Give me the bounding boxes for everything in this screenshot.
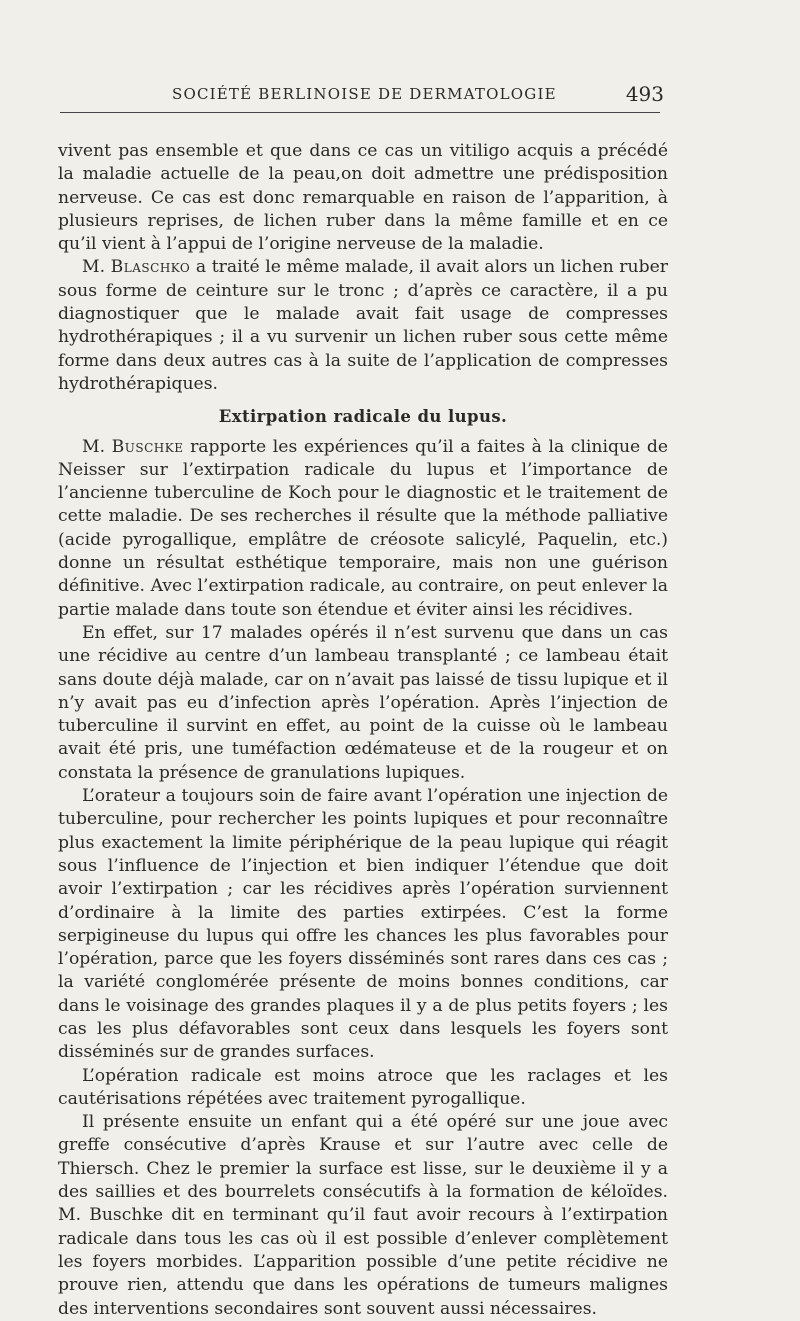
paragraph-7: Il présente ensuite un enfant qui a été opéré sur une joue avec greffe consécutive d’après Krause et sur l’autre avec celle de Thiersch. Chez le premier la surface est lisse, sur le deuxième il y a des saillies et des bourrelets consécutifs à la formation de kéloïdes. M. Buschke dit en terminant qu’il faut avoir recours à l’extirpation radicale dans tous les cas où il est possible d’enlever complètement les foyers morbides. L’apparition possible d’une petite récidive ne prouve rien, attendu que dans les opérations de tumeurs malignes des interventions secondaires sont souvent aussi nécessaires. [58,1112,668,1319]
page-number: 493 [625,82,664,106]
speaker-name-buschke: Buschke [111,436,184,457]
running-head-title: SOCIÉTÉ BERLINOISE DE DERMATOLOGIE [172,85,557,103]
paragraph-5: L’orateur a toujours soin de faire avant l’opération une injection de tuberculine, pour rechercher les points lupiques et pour reconnaître plus exactement la limite périphérique de la peau lupique qui réagit sous l’influence de l’injection et bien indiquer l’étendue que doit avoir l’extirpation ; car les récidives après l’opération surviennent d’ordinaire à la limite des parties extirpées. C’est la forme serpigineuse du lupus qui offre les chances les plus favorables pour l’opération, parce que les foyers disséminés sont rares dans ces cas ; la variété conglomérée présente de moins bonnes conditions, car dans le voisinage des grandes plaques il y a de plus petits foyers ; les cas les plus défavorables sont ceux dans lesquels les foyers sont disséminés sur de grandes surfaces. [58,786,668,1063]
paragraph-1: vivent pas ensemble et que dans ce cas un vitiligo acquis a précédé la maladie actuelle de la peau,on doit admettre une prédisposition nerveuse. Ce cas est donc remarquable en raison de l’apparition, à plusieurs reprises, de lichen ruber dans la même famille et en ce qu’il vient à l’appui de l’origine nerveuse de la maladie. [58,141,668,255]
running-head [60,82,664,113]
paragraph-3-lead: M. [82,436,106,457]
paragraph-2 [58,256,668,396]
speaker-name-blaschko: Blaschko [110,257,191,278]
paragraph-3 [58,436,668,622]
paragraph-6: L’opération radicale est moins atroce que les raclages et les cautérisations répétées avec traitement pyrogallique. [58,1065,668,1109]
paragraph-4: En effet, sur 17 malades opérés il n’est survenu que dans un cas une récidive au centre d’un lambeau transplanté ; ce lambeau était sans doute déjà malade, car on n’avait pas laissé de tissu lupique et il n’y avait pas eu d’infection après l’opération. Après l’injection de tuberculine il survint en effet, au point de la cuisse où le lambeau avait été pris, une tuméfaction œdémateuse et de la rougeur et on constata la présence de granulations lupiques. [58,622,668,783]
paragraph-2-text: a traité le même malade, il avait alors un lichen ruber sous forme de ceinture sur le tronc ; d’après ce caractère, il a pu diagnostiquer que le malade avait fait usage de compresses hydrothérapiques ; il a vu survenir un lichen ruber sous cette même forme dans deux autres cas à la suite de l’application de compresses hydrothérapiques. [58,257,668,394]
body-text [58,140,668,1321]
section-heading: Extirpation radicale du lupus. [218,407,508,427]
paragraph-2-lead: M. [82,257,106,278]
paragraph-3-text: rapporte les expériences qu’il a faites à la clinique de Neisser sur l’extirpation radicale du lupus et l’importance de l’ancienne tuberculine de Koch pour le diagnostic et le traitement de cette maladie. De ses recherches il résulte que la méthode palliative (acide pyrogallique, emplâtre de créosote salicylé, Paquelin, etc.) donne un résultat esthétique temporaire, mais non une guérison définitive. Avec l’extirpation radicale, au contraire, on peut enlever la partie malade dans toute son étendue et éviter ainsi les récidives. [58,436,668,620]
